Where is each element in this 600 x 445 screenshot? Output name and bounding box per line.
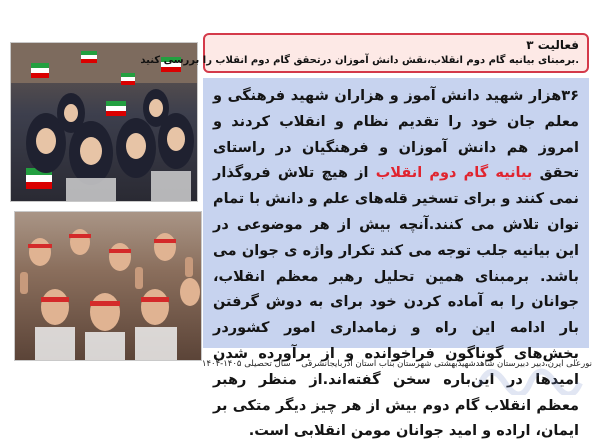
- youth-crowd-illustration: [15, 212, 201, 360]
- footer-author: نورعلی ایرن،دبیر دبیرستان شاهدشهیدبهشتی شهرستان بناب استان آذربایجانشرقی: [301, 359, 592, 369]
- youth-crowd-photo: [14, 211, 202, 361]
- highlighted-phrase: بیانیه گام دوم انقلاب: [375, 165, 533, 182]
- main-text-part1: ۳۶هزار شهید دانش آموز و هزاران شهید فرهنگی و معلم جان خود را تقدیم نظام و انقلاب کردند و امروز هم دانش آموزان و فرهنگیان در راستای تحقق: [213, 88, 579, 182]
- watermark-shape-icon: [470, 355, 590, 395]
- main-text-part2: از هیچ تلاش فروگذار نمی کنند و برای تسخیر قله‌های علم و دانش با تمام توان تلاش می کنند.آنچه بیش از هر موضوعی در این بیانیه جلب توجه می کند تکرار واژه ی جوان می باشد. برمبنای همین تحلیل رهبر معظم انقلاب، جوانان را به آماده کردن خود برای به دوش گرفتن بار ادامه این راه و زمامداری امور کشوردر بخش‌های گوناگون فراخوانده و از برآورده شدن امیدها در این‌باره سخن گفته‌اند.از منظر رهبر معظم انقلاب گام دوم بیش از هر چیز دیگر متکی بر ایمان، اراده و امید جوانان مومن انقلابی است.: [213, 165, 579, 440]
- footer-year: سال تحصیلی ۱۴۰۵-۱۴۰۴: [201, 359, 291, 369]
- activity-subtitle: .برمبنای بیانیه گام دوم انقلاب،نقش دانش آموزان درتحقق گام دوم انقلاب را بررسی کنید: [140, 55, 579, 66]
- watermark-logo: [470, 355, 590, 395]
- activity-title: فعالیت ۳: [526, 38, 579, 52]
- activity-title-box: [140, 33, 589, 73]
